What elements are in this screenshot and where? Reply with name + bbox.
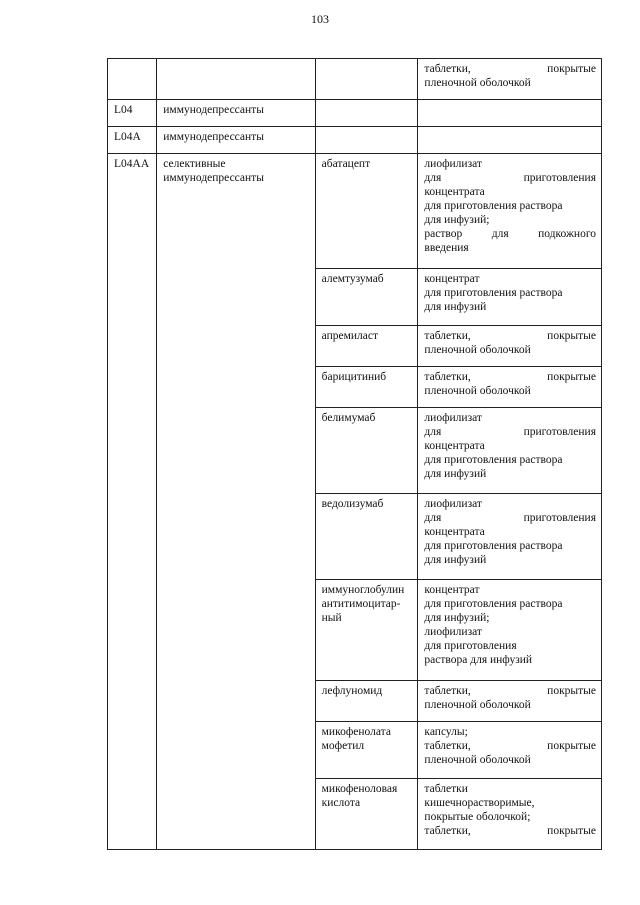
drug-name (315, 100, 418, 127)
dosage-form-line: для приготовления раствора (424, 540, 563, 552)
dosage-forms (418, 779, 602, 850)
dosage-form-line: лиофилизат (424, 498, 482, 510)
table-row (108, 154, 602, 269)
dosage-forms (418, 59, 602, 100)
dosage-forms (418, 127, 602, 154)
dosage-form-line: пленочной оболочкой (424, 699, 531, 711)
dosage-form-line: концентрата (424, 526, 485, 538)
dosage-form-line: покрытые оболочкой; (424, 811, 531, 823)
drug-name: алемтузумаб (315, 269, 418, 326)
drug-name: апремиласт (315, 326, 418, 367)
atc-code: L04 (108, 100, 157, 127)
dosage-form-line: таблетки, покрытые (424, 740, 596, 752)
dosage-form-line: капсулы; (424, 726, 468, 738)
dosage-forms (418, 722, 602, 779)
dosage-form-line: для инфузий (424, 554, 487, 566)
dosage-form-line: таблетки, покрытые (424, 330, 596, 342)
dosage-form-line: введения (424, 242, 469, 254)
dosage-form-line: пленочной оболочкой (424, 344, 531, 356)
drug-name: микофенолата мофетил (315, 722, 418, 779)
dosage-form-line: для приготовления раствора (424, 454, 563, 466)
table-row (108, 59, 602, 100)
group-name (157, 59, 315, 100)
dosage-form-line: для приготовления (424, 640, 517, 652)
drug-table (107, 58, 602, 850)
dosage-form-line: лиофилизат (424, 626, 482, 638)
group-name: иммунодепрессанты (157, 100, 315, 127)
dosage-form-line: концентрата (424, 186, 485, 198)
dosage-form-line: для приготовления (424, 172, 596, 184)
drug-name: белимумаб (315, 408, 418, 494)
dosage-form-line: для приготовления раствора (424, 598, 563, 610)
group-name: селективные иммунодепрессанты (157, 154, 315, 850)
drug-name: ведолизумаб (315, 494, 418, 580)
dosage-forms (418, 100, 602, 127)
dosage-form-line: таблетки, покрытые (424, 825, 596, 837)
page-number: 103 (311, 12, 329, 26)
atc-code: L04AA (108, 154, 157, 850)
dosage-form-line: раствор для подкожного (424, 228, 596, 240)
table-row (108, 127, 602, 154)
dosage-form-line: для приготовления раствора (424, 287, 563, 299)
dosage-form-line: для инфузий; (424, 612, 490, 624)
dosage-forms (418, 580, 602, 681)
dosage-form-line: для приготовления раствора (424, 200, 563, 212)
drug-name (315, 127, 418, 154)
drug-name (315, 59, 418, 100)
dosage-forms (418, 367, 602, 408)
drug-name: лефлуномид (315, 681, 418, 722)
dosage-forms (418, 326, 602, 367)
atc-code (108, 59, 157, 100)
dosage-form-line: лиофилизат (424, 158, 482, 170)
drug-name: барицитиниб (315, 367, 418, 408)
dosage-forms (418, 494, 602, 580)
dosage-form-line: таблетки (424, 783, 468, 795)
dosage-form-line: для приготовления (424, 426, 596, 438)
dosage-form-line: пленочной оболочкой (424, 77, 531, 89)
dosage-forms (418, 269, 602, 326)
dosage-form-line: концентрат (424, 273, 480, 285)
dosage-form-line: для приготовления (424, 512, 596, 524)
dosage-forms (418, 681, 602, 722)
drug-name: иммуноглобулин антитимоцитар-ный (315, 580, 418, 681)
dosage-form-line: раствора для инфузий (424, 654, 533, 666)
dosage-form-line: пленочной оболочкой (424, 385, 531, 397)
dosage-form-line: для инфузий (424, 301, 487, 313)
dosage-form-line: пленочной оболочкой (424, 754, 531, 766)
dosage-forms (418, 154, 602, 269)
dosage-forms (418, 408, 602, 494)
dosage-form-line: концентрат (424, 584, 480, 596)
drug-name: абатацепт (315, 154, 418, 269)
atc-code: L04A (108, 127, 157, 154)
dosage-form-line: для инфузий; (424, 214, 490, 226)
group-name: иммунодепрессанты (157, 127, 315, 154)
dosage-form-line: таблетки, покрытые (424, 685, 596, 697)
dosage-form-line: лиофилизат (424, 412, 482, 424)
dosage-form-line: для инфузий (424, 468, 487, 480)
drug-name: микофеноловая кислота (315, 779, 418, 850)
dosage-form-line: таблетки, покрытые (424, 371, 596, 383)
dosage-form-line: кишечнорастворимые, (424, 797, 535, 809)
dosage-form-line: концентрата (424, 440, 485, 452)
table-row (108, 100, 602, 127)
dosage-form-line: таблетки, покрытые (424, 63, 596, 75)
